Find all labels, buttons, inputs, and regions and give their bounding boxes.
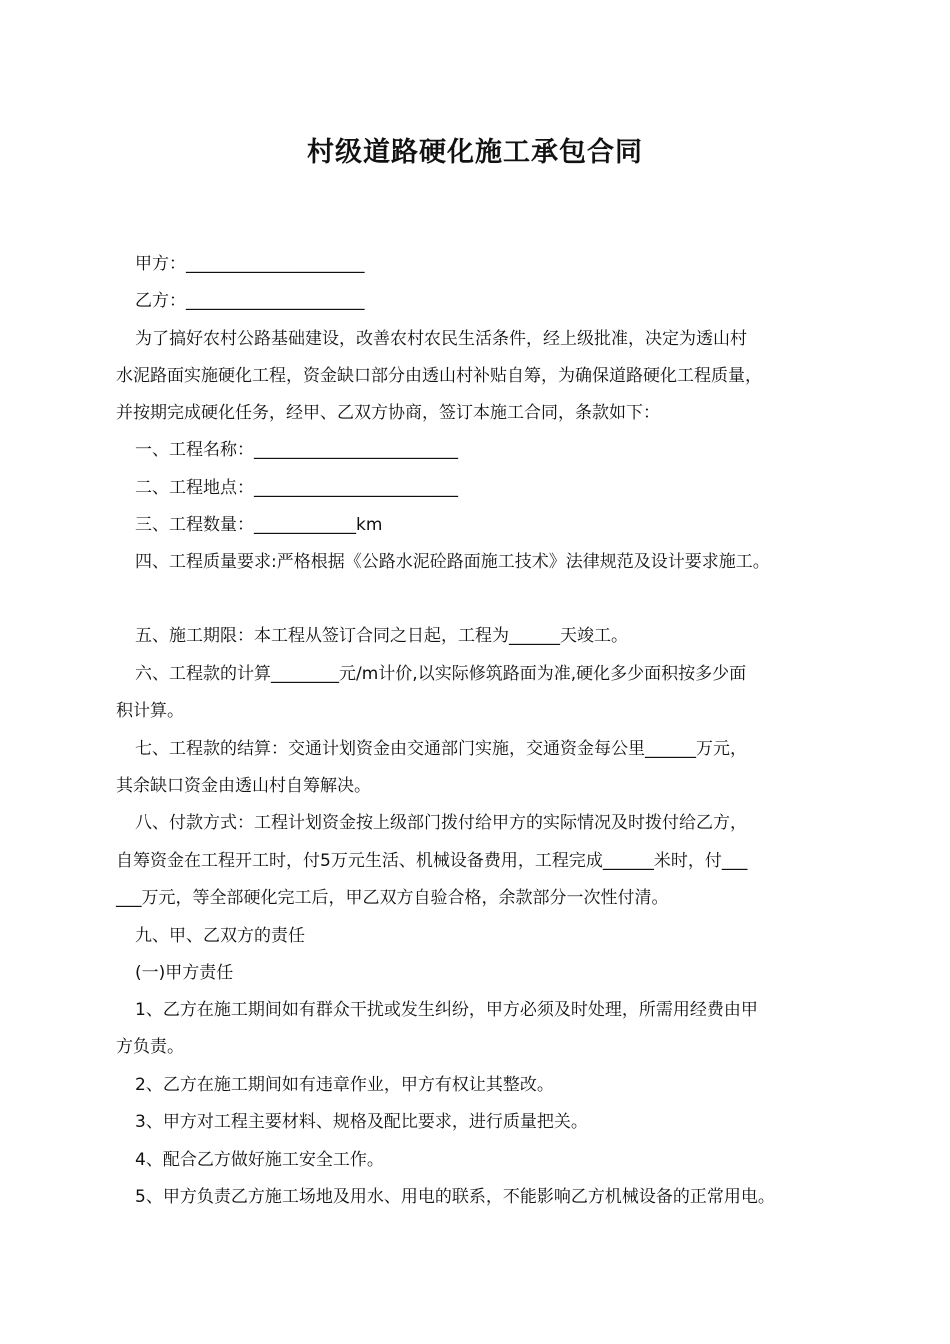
intro-paragraph-line-2: 水泥路面实施硬化工程，资金缺口部分由透山村补贴自筹，为确保道路硬化工程质量， [116, 366, 762, 386]
clause-1-project-name: 一、工程名称：________________________ [135, 440, 458, 460]
party-a-responsibilities-heading: (一)甲方责任 [135, 963, 234, 983]
party-a-duty-5: 5、甲方负责乙方施工场地及用水、用电的联系，不能影响乙方机械设备的正常用电。 [135, 1187, 775, 1207]
party-b-line: 乙方：_____________________ [135, 291, 365, 311]
party-a-duty-1-line-2: 方负责。 [116, 1037, 184, 1057]
clause-6-price-calculation-line-2: 积计算。 [116, 701, 184, 721]
party-a-duty-4: 4、配合乙方做好施工安全工作。 [135, 1150, 384, 1170]
clause-7-settlement-line-1: 七、工程款的结算：交通计划资金由交通部门实施，交通资金每公里______万元， [135, 739, 747, 759]
clause-6-price-calculation-line-1: 六、工程款的计算________元/m计价,以实际修筑路面为准,硬化多少面积按多少面 [135, 664, 747, 684]
clause-8-payment-line-3: ___万元，等全部硬化完工后，甲乙双方自验合格，余款部分一次性付清。 [116, 888, 669, 908]
clause-3-project-quantity: 三、工程数量：____________km [135, 515, 383, 535]
intro-paragraph-line-3: 并按期完成硬化任务，经甲、乙双方协商，签订本施工合同，条款如下： [116, 403, 660, 423]
party-a-line: 甲方：_____________________ [135, 254, 365, 274]
clause-2-project-location: 二、工程地点：________________________ [135, 478, 458, 498]
party-a-duty-2: 2、乙方在施工期间如有违章作业，甲方有权让其整改。 [135, 1075, 554, 1095]
clause-9-responsibilities-heading: 九、甲、乙双方的责任 [135, 926, 305, 946]
clause-8-payment-line-1: 八、付款方式：工程计划资金按上级部门拨付给甲方的实际情况及时拨付给乙方， [135, 813, 747, 833]
document-title: 村级道路硬化施工承包合同 [307, 137, 643, 168]
clause-8-payment-line-2: 自筹资金在工程开工时，付5万元生活、机械设备费用，工程完成______米时，付___ [116, 851, 748, 871]
clause-4-quality-requirements: 四、工程质量要求:严格根据《公路水泥砼路面施工技术》法律规范及设计要求施工。 [135, 552, 770, 572]
clause-7-settlement-line-2: 其余缺口资金由透山村自筹解决。 [116, 776, 371, 796]
clause-5-construction-period: 五、施工期限：本工程从签订合同之日起，工程为______天竣工。 [135, 626, 628, 646]
intro-paragraph-line-1: 为了搞好农村公路基础建设，改善农村农民生活条件，经上级批准，决定为透山村 [135, 329, 747, 349]
party-a-duty-1-line-1: 1、乙方在施工期间如有群众干扰或发生纠纷，甲方必须及时处理，所需用经费由甲 [135, 1000, 758, 1020]
party-a-duty-3: 3、甲方对工程主要材料、规格及配比要求，进行质量把关。 [135, 1112, 588, 1132]
